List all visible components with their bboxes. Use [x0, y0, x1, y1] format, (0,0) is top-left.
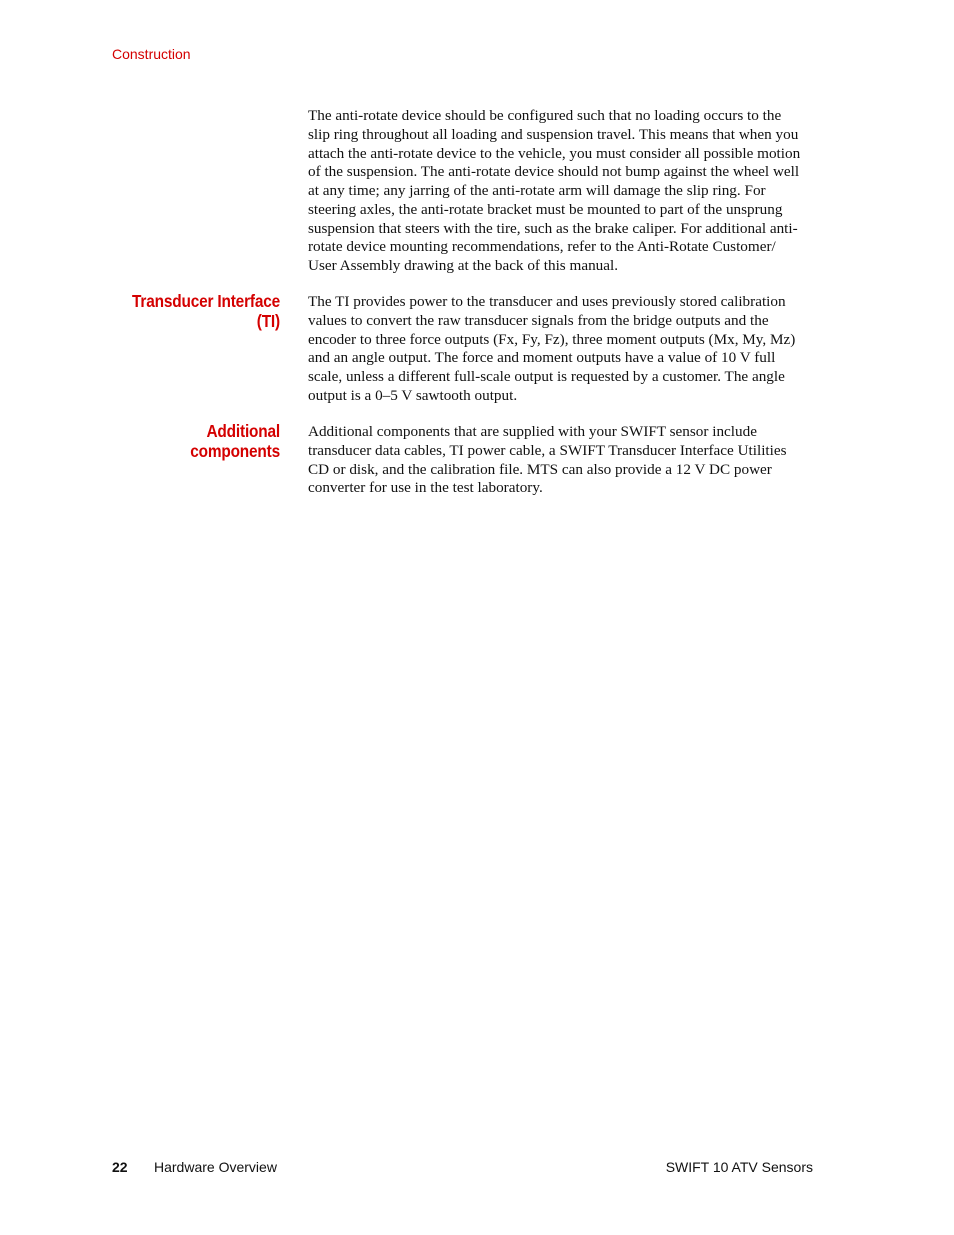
paragraph-line: User Assembly drawing at the back of this manual. — [308, 257, 619, 274]
heading-line: (TI) — [256, 310, 280, 331]
footer-section-title: Hardware Overview — [154, 1159, 277, 1175]
paragraph-line: suspension that steers with the tire, such as the brake caliper. For additional anti- — [308, 219, 798, 237]
transducer-interface-paragraph — [308, 293, 820, 406]
paragraph-line: output is a 0–5 V sawtooth output. — [308, 386, 518, 404]
transducer-interface-heading — [86, 292, 280, 331]
additional-components-heading — [86, 422, 280, 461]
running-head: Construction — [112, 46, 191, 62]
paragraph-line: attach the anti-rotate device to the vehicle, you must consider all possible motion — [308, 144, 801, 162]
paragraph-line: transducer data cables, TI power cable, a SWIFT Transducer Interface Utilities — [308, 441, 787, 459]
paragraph-line: and an angle output. The force and moment outputs have a value of 10 V full — [308, 349, 776, 367]
paragraph-line: The anti-rotate device should be configured such that no loading occurs to the — [308, 107, 782, 124]
additional-components-paragraph — [308, 423, 820, 498]
paragraph-line: The TI provides power to the transducer and uses previously stored calibration — [308, 293, 786, 310]
heading-line: components — [190, 440, 280, 461]
paragraph-line: encoder to three force outputs (Fx, Fy, Fz), three moment outputs (Mx, My, Mz) — [308, 330, 796, 348]
paragraph-line: scale, unless a different full-scale output is requested by a customer. The angle — [308, 368, 785, 385]
heading-line: Transducer Interface — [132, 291, 280, 311]
footer-product-name: SWIFT 10 ATV Sensors — [665, 1159, 813, 1175]
paragraph-line: values to convert the raw transducer signals from the bridge outputs and the — [308, 311, 769, 329]
page-number: 22 — [112, 1159, 128, 1175]
heading-line: Additional — [206, 421, 280, 441]
anti-rotate-paragraph — [308, 107, 820, 276]
paragraph-line: rotate device mounting recommendations, refer to the Anti-Rotate Customer/ — [308, 238, 776, 256]
paragraph-line: of the suspension. The anti-rotate device should not bump against the wheel well — [308, 163, 800, 181]
paragraph-line: at any time; any jarring of the anti-rotate arm will damage the slip ring. For — [308, 182, 766, 199]
paragraph-line: slip ring throughout all loading and suspension travel. This means that when you — [308, 125, 799, 143]
paragraph-line: converter for use in the test laboratory. — [308, 479, 543, 497]
paragraph-line: CD or disk, and the calibration file. MTS can also provide a 12 V DC power — [308, 460, 772, 478]
paragraph-line: Additional components that are supplied with your SWIFT sensor include — [308, 423, 757, 440]
paragraph-line: steering axles, the anti-rotate bracket must be mounted to part of the unsprung — [308, 200, 783, 218]
